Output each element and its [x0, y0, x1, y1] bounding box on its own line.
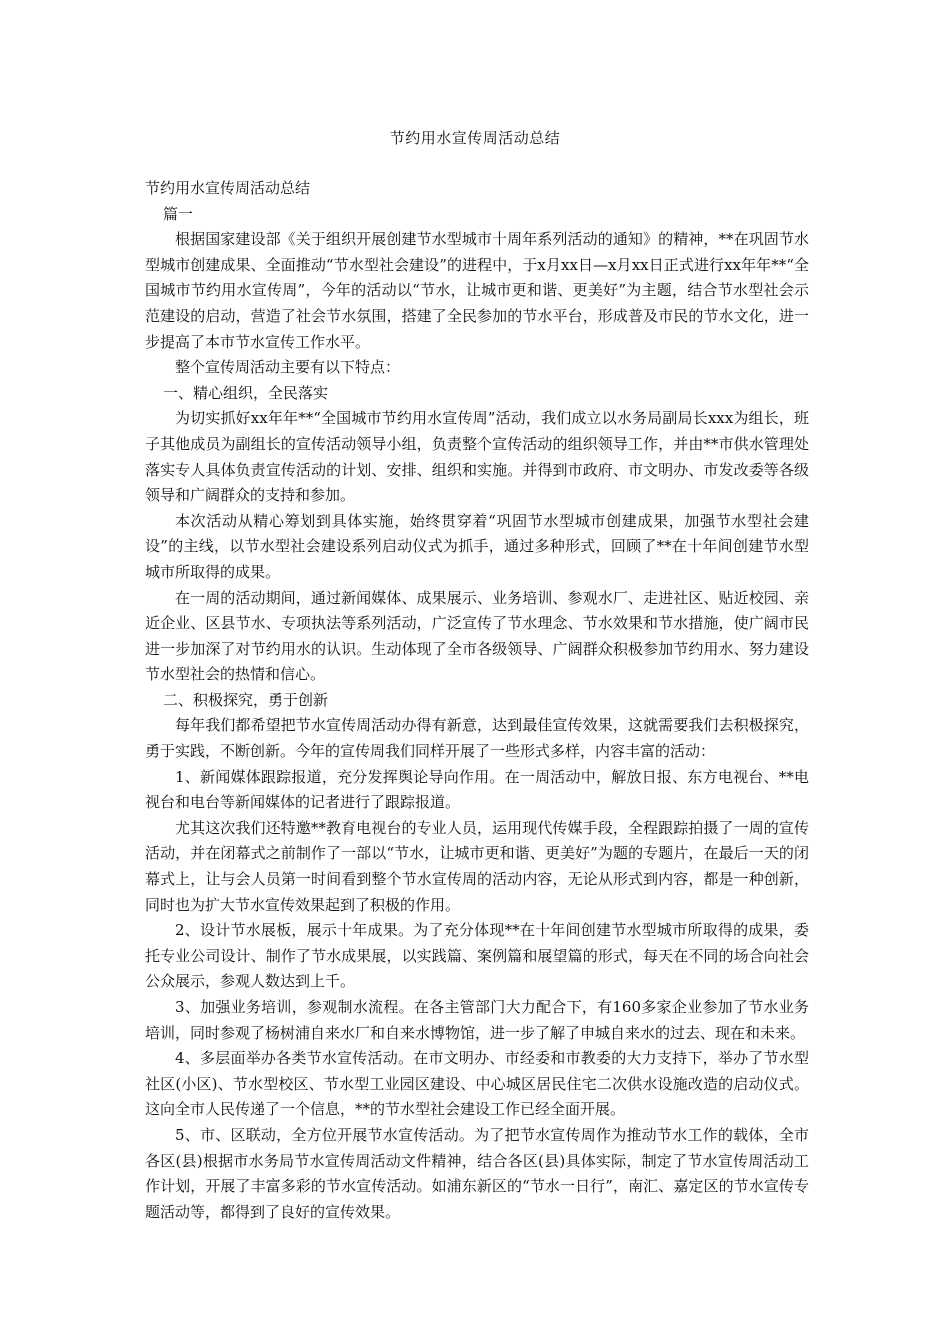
document-title: 节约用水宣传周活动总结 — [389, 129, 561, 147]
list-item: 2、设计节水展板，展示十年成果。为了充分体现**在十年间创建节水型城市所取得的成果，委托专业公司设计、制作了节水成果展，以实践篇、案例篇和展望篇的形式，每天在不同的场合向社会公众展示，参观人数达到上千。 — [145, 921, 809, 991]
document-body — [145, 176, 809, 1225]
list-item: 3、加强业务培训，参观制水流程。在各主管部门大力配合下，有160多家企业参加了节水业务培训，同时参观了杨树浦自来水厂和自来水博物馆，进一步了解了申城自来水的过去、现在和未来。 — [145, 998, 809, 1042]
paragraph: 为切实抓好xx年年**“全国城市节约用水宣传周”活动，我们成立以水务局副局长xxx为组长，班子其他成员为副组长的宣传活动领导小组，负责整个宣传活动的组织领导工作，并由**市供水管理处落实专人具体负责宣传活动的计划、安排、组织和实施。并得到市政府、市文明办、市发改委等各级领导和广阔群众的支持和参加。 — [145, 409, 809, 505]
section-heading: 节约用水宣传周活动总结 — [145, 179, 311, 197]
paragraph: 整个宣传周活动主要有以下特点： — [175, 358, 401, 377]
paragraph: 在一周的活动期间，通过新闻媒体、成果展示、业务培训、参观水厂、走进社区、贴近校园、亲近企业、区县节水、专项执法等系列活动，广泛宣传了节水理念、节水效果和节水措施，使广阔市民进一步加深了对节约用水的认识。生动体现了全市各级领导、广阔群众积极参加节约用水、努力建设节水型社会的热情和信心。 — [145, 588, 809, 684]
subsection-heading: 二、积极探究，勇于创新 — [163, 690, 329, 709]
list-item: 1、新闻媒体跟踪报道，充分发挥舆论导向作用。在一周活动中，解放日报、东方电视台、**电视台和电台等新闻媒体的记者进行了跟踪报道。 — [145, 767, 809, 812]
paragraph: 尤其这次我们还特邀**教育电视台的专业人员，运用现代传媒手段，全程跟踪拍摄了一周的宣传活动，并在闭幕式之前制作了一部以“节水，让城市更和谐、更美好”为题的专题片，在最后一天的闭幕式上，让与会人员第一时间看到整个节水宣传周的活动内容，无论从形式到内容，都是一种创新，同时也为扩大节水宣传效果起到了积极的作用。 — [145, 818, 809, 914]
list-item: 4、多层面举办各类节水宣传活动。在市文明办、市经委和市教委的大力支持下，举办了节水型社区(小区)、节水型校区、节水型工业园区建设、中心城区居民住宅二次供水设施改造的启动仪式。这向全市人民传递了一个信息，**的节水型社会建设工作已经全面开展。 — [145, 1049, 809, 1119]
paragraph: 根据国家建设部《关于组织开展创建节水型城市十周年系列活动的通知》的精神，**在巩固节水型城市创建成果、全面推动“节水型社会建设”的进程中，于x月xx日—x月xx日正式进行xx年年**“全国城市节约用水宣传周”，今年的活动以“节水，让城市更和谐、更美好”为主题，结合节水型社会示范建设的启动，营造了社会节水氛围，搭建了全民参加的节水平台，形成普及市民的节水文化，进一步提高了本市节水宣传工作水平。 — [145, 230, 809, 351]
paragraph: 本次活动从精心筹划到具体实施，始终贯穿着“巩固节水型城市创建成果，加强节水型社会建设”的主线，以节水型社会建设系列启动仪式为抓手，通过多种形式，回顾了**在十年间创建节水型城市所取得的成果。 — [145, 511, 809, 581]
list-item: 5、市、区联动，全方位开展节水宣传活动。为了把节水宣传周作为推动节水工作的载体，全市各区(县)根据市水务局节水宣传周活动文件精神，结合各区(县)具体实际，制定了节水宣传周活动工作计划，开展了丰富多彩的节水宣传活动。如浦东新区的“节水一日行”，南汇、嘉定区的节水宣传专题活动等，都得到了良好的宣传效果。 — [145, 1125, 809, 1221]
subsection-heading: 一、精心组织，全民落实 — [163, 383, 329, 402]
paragraph: 每年我们都希望把节水宣传周活动办得有新意，达到最佳宣传效果，这就需要我们去积极探究，勇于实践，不断创新。今年的宣传周我们同样开展了一些形式多样，内容丰富的活动： — [145, 716, 809, 761]
chapter-label: 篇一 — [163, 204, 194, 223]
